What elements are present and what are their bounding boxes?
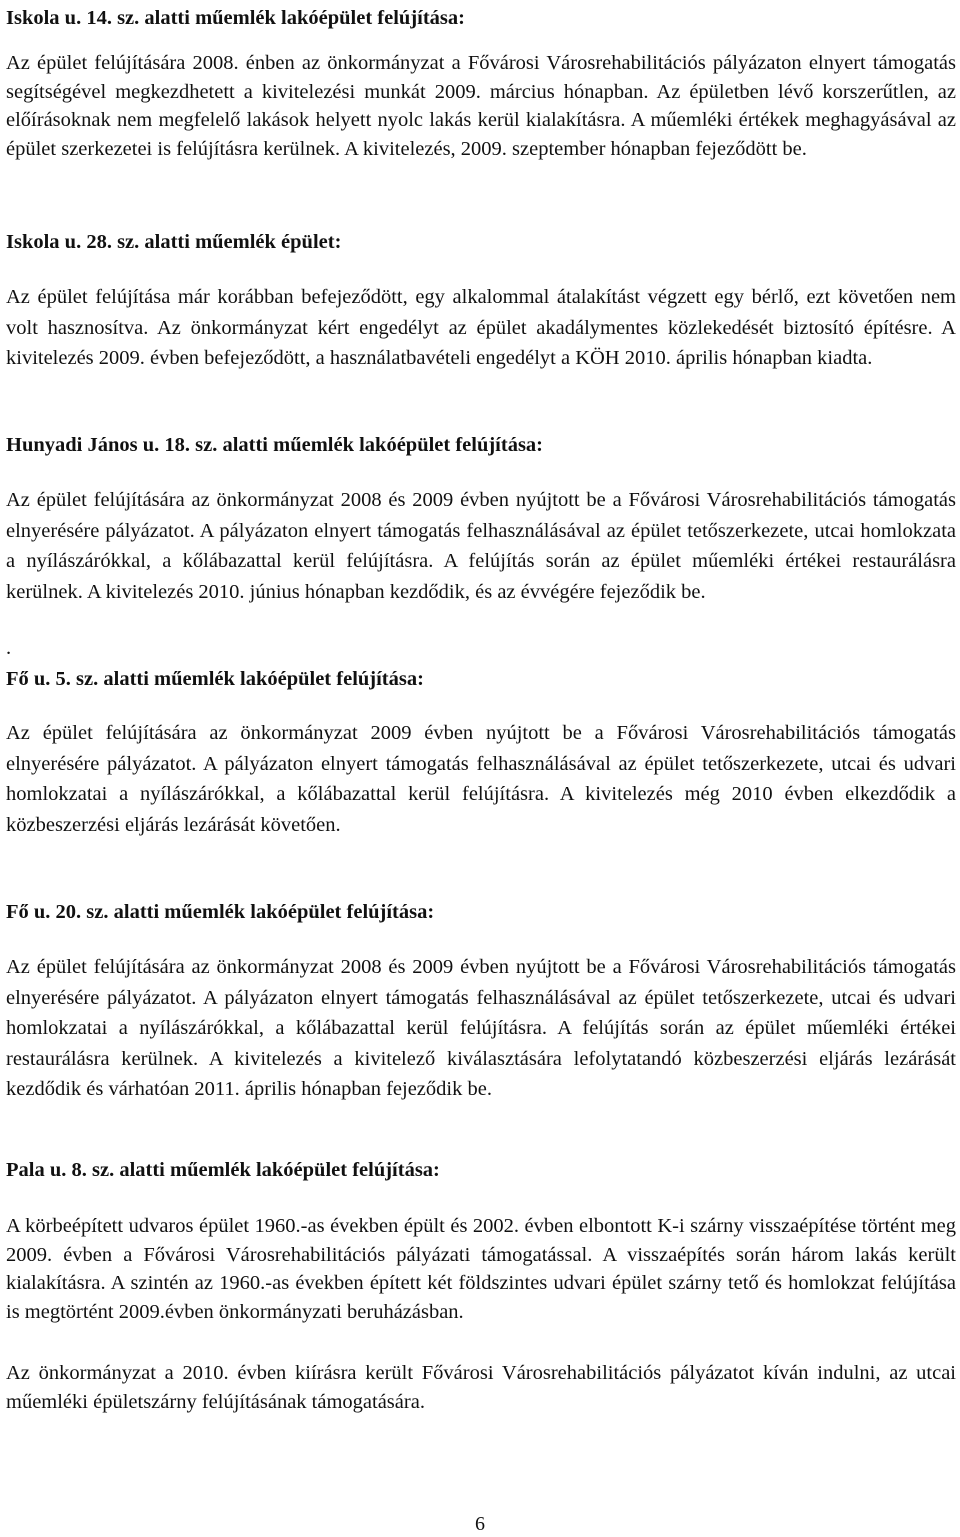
section-body-fo-5: Az épület felújítására az önkormányzat 2009 évben nyújtott be a Fővárosi Városrehabilitációs támogatás elnyerésére pályázatot. A pályázaton elnyert támogatás felhasználásával az épület tetőszerkezete, utcai és udvari homlokzatai a nyílászárókkal, a kőlábazattal kerül felújításra. A kivitelezés még 2010 évben elkezdődik a közbeszerzési eljárás lezárását követően.: [6, 722, 956, 836]
section-body-pala-8-second: Az önkormányzat a 2010. évben kiírásra került Fővárosi Városrehabilitációs pályázatot kíván indulni, az utcai műemléki épületszárny felújításának támogatására.: [6, 1362, 956, 1413]
section-heading-pala-8: Pala u. 8. sz. alatti műemlék lakóépület felújítása:: [6, 1159, 440, 1181]
section-body-iskola-28: Az épület felújítása már korábban befejeződött, egy alkalommal átalakítást végzett egy bérlő, ezt követően nem volt hasznosítva. Az önkormányzat kért engedélyt az épület akadálymentes közlekedését biztosító építésre. A kivitelezés 2009. évben befejeződött, a használatbavételi engedélyt a KÖH 2010. április hónapban kiadta.: [6, 286, 956, 369]
trailing-dot: .: [6, 637, 12, 659]
section-body-fo-20: Az épület felújítására az önkormányzat 2008 és 2009 évben nyújtott be a Fővárosi Városrehabilitációs támogatás elnyerésére pályázatot. A pályázaton elnyert támogatás felhasználásával az épület tetőszerkezete, utcai és udvari homlokzatai a nyílászárókkal, a kőlábazattal kerül felújításra. A felújítás során az épület műemléki értékei restaurálásra kerülnek. A kivitelezés a kivitelező kiválasztására lefolytatandó közbeszerzési eljárás lezárását kezdődik és várhatóan 2011. április hónapban fejeződik be.: [6, 956, 956, 1100]
section-body-pala-8: A körbeépített udvaros épület 1960.-as években épült és 2002. évben elbontott K-i szárny visszaépítése történt meg 2009. évben a Fővárosi Városrehabilitációs pályázati támogatással. A visszaépítés során három lakás került kialakításra. A szintén az 1960.-as években épített két földszintes udvari épület szárny tető és homlokzat felújítása is megtörtént 2009.évben önkormányzati beruházásban.: [6, 1215, 956, 1323]
page-number: 6: [475, 1513, 485, 1535]
section-body-hunyadi-18: Az épület felújítására az önkormányzat 2008 és 2009 évben nyújtott be a Fővárosi Városrehabilitációs támogatás elnyerésére pályázatot. A pályázaton elnyert támogatás felhasználásával az épület tetőszerkezete, utcai homlokzata a nyílászárókkal, a kőlábazattal kerül felújításra. A felújítás során az épület műemléki értékei restaurálásra kerülnek. A kivitelezés 2010. június hónapban kezdődik, és az évvégére fejeződik be.: [6, 489, 956, 603]
section-heading-hunyadi-18: Hunyadi János u. 18. sz. alatti műemlék lakóépület felújítása:: [6, 434, 544, 456]
section-heading-iskola-28: Iskola u. 28. sz. alatti műemlék épület:: [6, 231, 342, 253]
section-heading-iskola-14: Iskola u. 14. sz. alatti műemlék lakóépület felújítása:: [6, 7, 465, 29]
section-heading-fo-20: Fő u. 20. sz. alatti műemlék lakóépület felújítása:: [6, 901, 435, 923]
section-body-iskola-14: Az épület felújítására 2008. énben az önkormányzat a Fővárosi Városrehabilitációs pályázaton elnyert támogatás segítségével megkezdhetett a kivitelezési munkát 2009. március hónapban. Az épületben lévő korszerűtlen, az előírásoknak nem megfelelő lakások helyett nyolc lakás kerül kialakításra. A műemléki értékek meghagyásával az épület szerkezetei is felújításra kerülnek. A kivitelezés, 2009. szeptember hónapban fejeződött be.: [6, 52, 956, 160]
section-heading-fo-5: Fő u. 5. sz. alatti műemlék lakóépület felújítása:: [6, 668, 424, 690]
